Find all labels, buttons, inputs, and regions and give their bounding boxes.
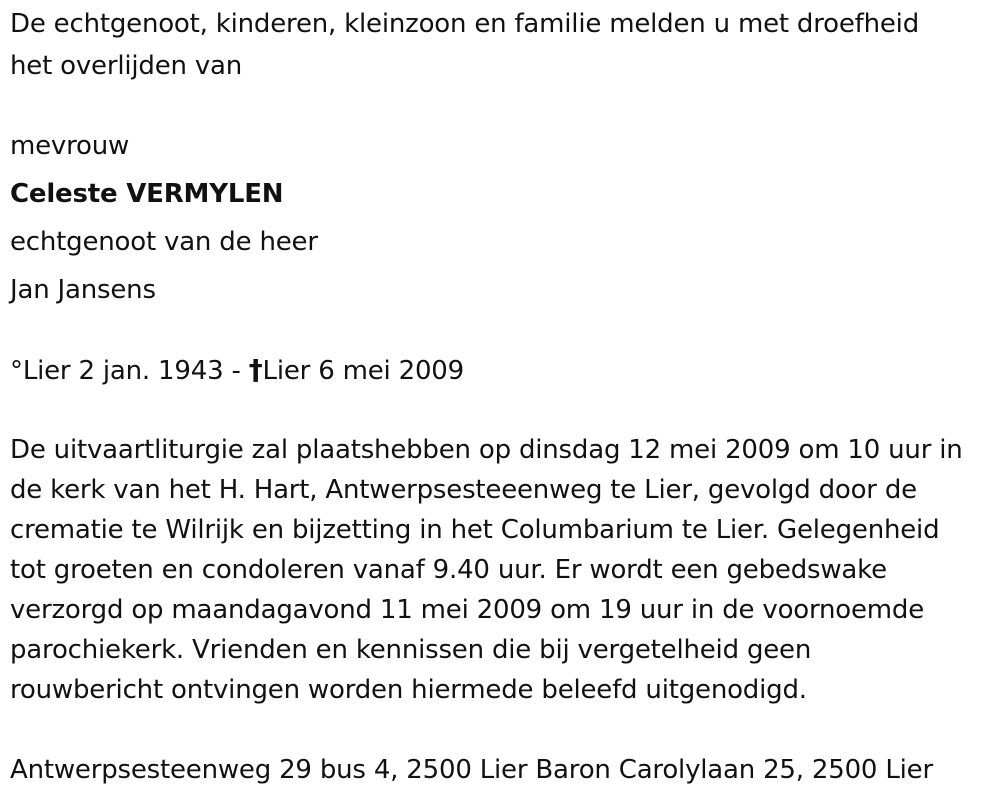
deceased-name: Celeste VERMYLEN [10, 179, 284, 209]
honorific: mevrouw [10, 131, 130, 161]
ceremony-line-7: rouwbericht ontvingen worden hiermede beleefd uitgenodigd. [10, 675, 807, 705]
family-addresses: Antwerpsesteenweg 29 bus 4, 2500 Lier Baron Carolylaan 25, 2500 Lier [10, 755, 933, 785]
ceremony-line-4: tot groeten en condoleren vanaf 9.40 uur. Er wordt een gebedswake [10, 555, 887, 585]
life-dates [10, 350, 464, 391]
relation-text: echtgenoot van de heer [10, 227, 318, 257]
death-date: Lier 6 mei 2009 [262, 356, 464, 386]
birth-date: Lier 2 jan. 1943 - [22, 356, 249, 386]
ceremony-line-6: parochiekerk. Vrienden en kennissen die bij vergetelheid geen [10, 635, 812, 665]
ceremony-line-3: crematie te Wilrijk en bijzetting in het Columbarium te Lier. Gelegenheid [10, 515, 940, 545]
spouse-name: Jan Jansens [10, 275, 156, 305]
intro-line-1: De echtgenoot, kinderen, kleinzoon en familie melden u met droefheid [10, 9, 920, 39]
ceremony-line-5: verzorgd op maandagavond 11 mei 2009 om 19 uur in de voornoemde [10, 595, 925, 625]
ceremony-line-2: de kerk van het H. Hart, Antwerpsesteeenweg te Lier, gevolgd door de [10, 475, 917, 505]
intro-line-2: het overlijden van [10, 51, 243, 81]
cross-icon: † [248, 353, 263, 386]
birth-symbol: ° [10, 356, 23, 386]
ceremony-line-1: De uitvaartliturgie zal plaatshebben op dinsdag 12 mei 2009 om 10 uur in [10, 435, 963, 465]
